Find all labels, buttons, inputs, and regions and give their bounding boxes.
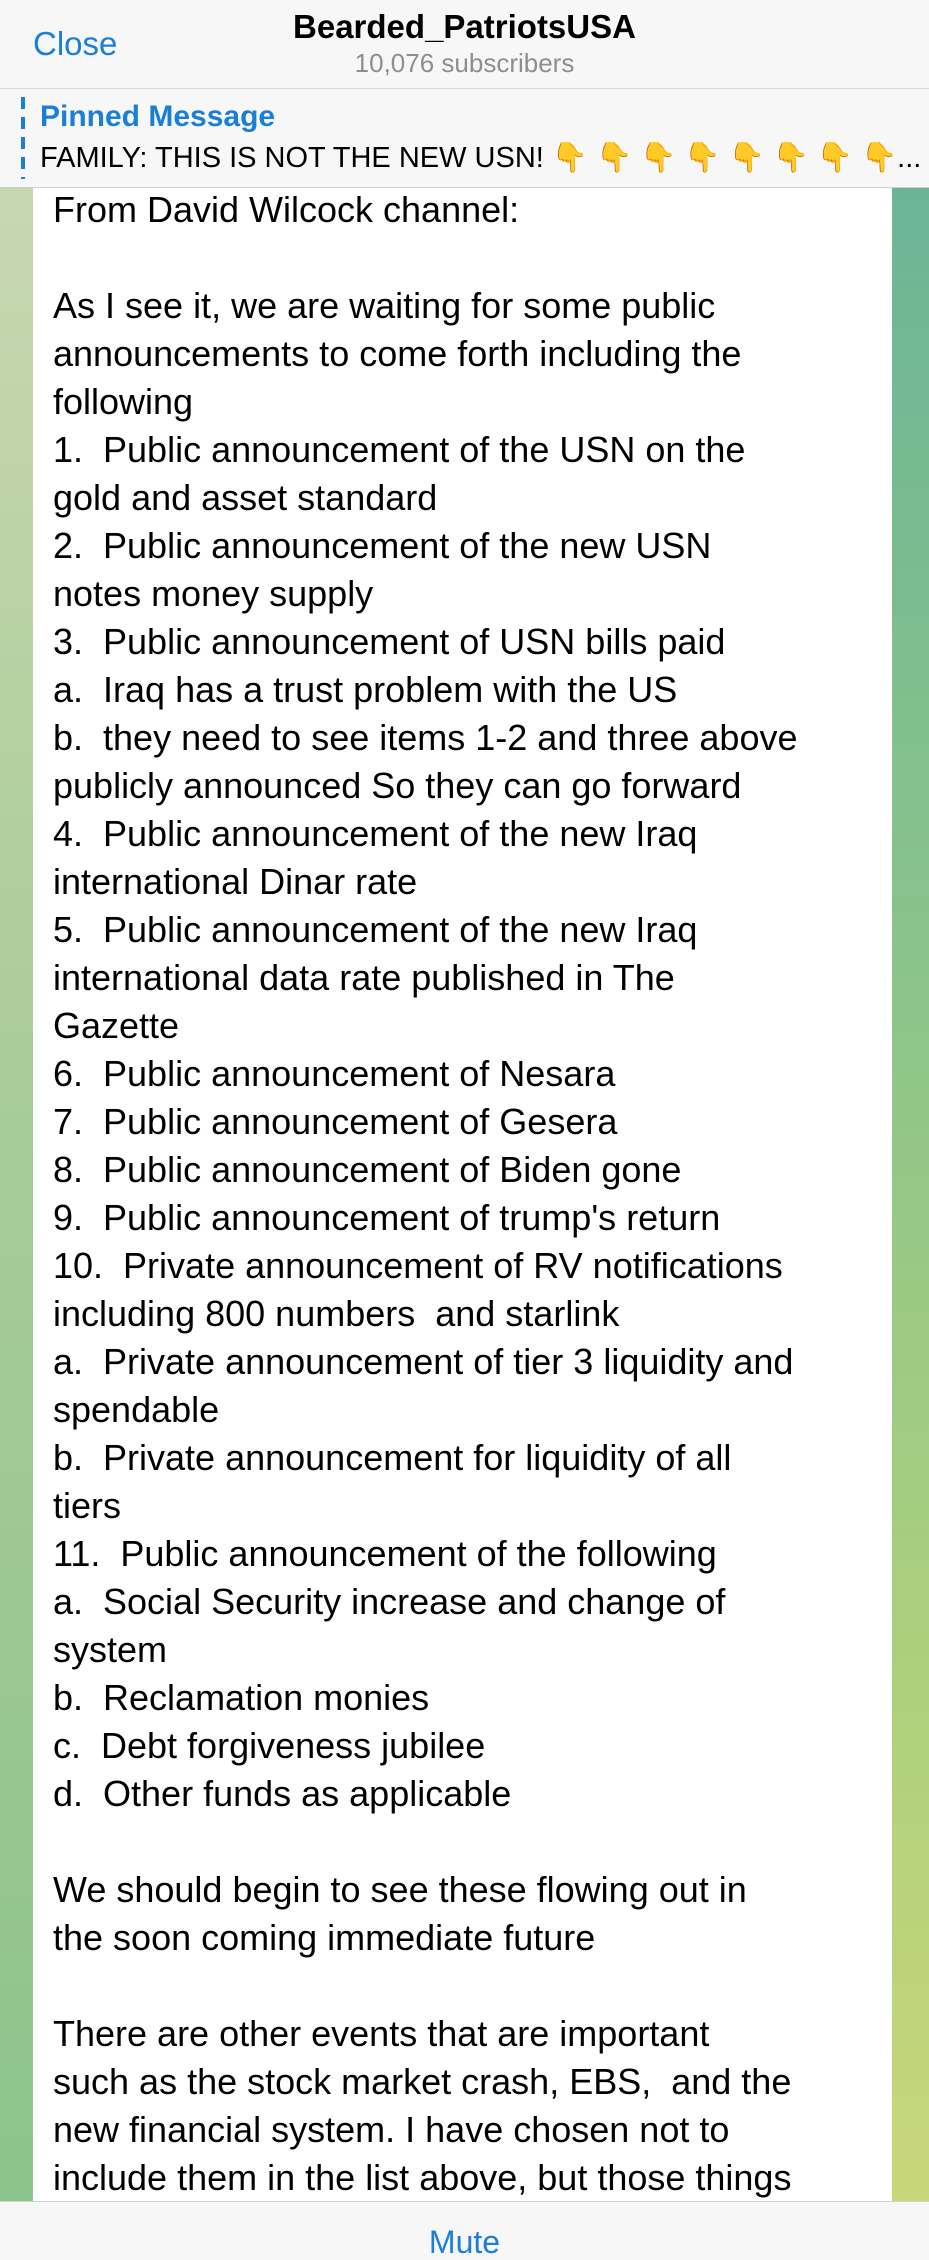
message-line: notes money supply xyxy=(53,573,374,614)
message-blank-line xyxy=(53,234,889,282)
message-line: 3. Public announcement of USN bills paid xyxy=(53,621,726,662)
message-line: following xyxy=(53,381,194,422)
message-line: a. Private announcement of tier 3 liquidity and xyxy=(53,1341,794,1382)
message-line: Gazette xyxy=(53,1005,180,1046)
pinned-message-text: FAMILY: THIS IS NOT THE NEW USN! 👇 👇 👇 👇 👇 👇 👇 👇... xyxy=(40,142,922,174)
message-line: 10. Private announcement of RV notifications xyxy=(53,1245,783,1286)
message-line: 8. Public announcement of Biden gone xyxy=(53,1149,682,1190)
message-line: From David Wilcock channel: xyxy=(53,189,520,230)
message-line: 1. Public announcement of the USN on the xyxy=(53,429,746,470)
message-text xyxy=(53,186,889,2202)
message-line: including 800 numbers and starlink xyxy=(53,1293,620,1334)
message-line: b. Private announcement for liquidity of all xyxy=(53,1437,732,1478)
message-line: b. Reclamation monies xyxy=(53,1677,430,1718)
bottom-bar xyxy=(0,2201,929,2260)
pinned-message-bar[interactable] xyxy=(0,88,929,188)
message-line: international data rate published in The xyxy=(53,957,675,998)
message-line: new financial system. I have chosen not to xyxy=(53,2109,730,2150)
message-line: 11. Public announcement of the following xyxy=(53,1533,717,1574)
channel-title-block[interactable] xyxy=(0,6,929,78)
message-line: include them in the list above, but those things xyxy=(53,2157,792,2198)
message-line: 4. Public announcement of the new Iraq xyxy=(53,813,698,854)
chat-wallpaper-left-edge xyxy=(0,186,33,2201)
message-line: tiers xyxy=(53,1485,122,1526)
message-line: publicly announced So they can go forward xyxy=(53,765,742,806)
message-blank-line xyxy=(53,1818,889,1866)
message-line: 9. Public announcement of trump's return xyxy=(53,1197,721,1238)
mute-button[interactable]: Mute xyxy=(428,2224,501,2260)
channel-title: Bearded_PatriotsUSA xyxy=(293,8,636,45)
message-bubble[interactable] xyxy=(33,186,892,2201)
message-blank-line xyxy=(53,1962,889,2010)
message-line: We should begin to see these flowing out in xyxy=(53,1869,747,1910)
message-line: international Dinar rate xyxy=(53,861,418,902)
pinned-indicator xyxy=(21,97,25,179)
message-line: There are other events that are important xyxy=(53,2013,710,2054)
message-line: 5. Public announcement of the new Iraq xyxy=(53,909,698,950)
message-line: b. they need to see items 1-2 and three above xyxy=(53,717,798,758)
message-line: a. Social Security increase and change of xyxy=(53,1581,726,1622)
message-line: c. Debt forgiveness jubilee xyxy=(53,1725,486,1766)
message-line: 7. Public announcement of Gesera xyxy=(53,1101,618,1142)
message-line: 6. Public announcement of Nesara xyxy=(53,1053,616,1094)
message-line: spendable xyxy=(53,1389,220,1430)
message-line: gold and asset standard xyxy=(53,477,438,518)
message-line: announcements to come forth including the xyxy=(53,333,742,374)
close-button[interactable]: Close xyxy=(33,25,118,62)
message-line: such as the stock market crash, EBS, and the xyxy=(53,2061,792,2102)
message-line: d. Other funds as applicable xyxy=(53,1773,512,1814)
message-line: 2. Public announcement of the new USN xyxy=(53,525,712,566)
subscriber-count: 10,076 subscribers xyxy=(354,48,575,78)
message-line: system xyxy=(53,1629,168,1670)
top-nav-bar xyxy=(0,0,929,88)
message-line: a. Iraq has a trust problem with the US xyxy=(53,669,678,710)
message-line: As I see it, we are waiting for some public xyxy=(53,285,716,326)
pinned-message-title: Pinned Message xyxy=(40,100,276,133)
message-line: the soon coming immediate future xyxy=(53,1917,596,1958)
